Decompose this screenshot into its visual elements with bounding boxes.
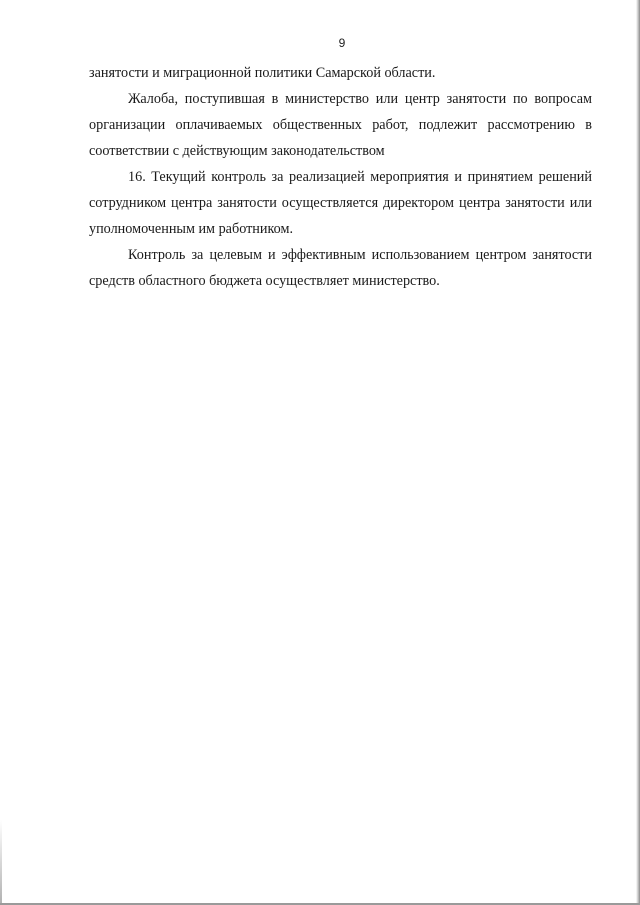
paragraph-current-control: 16. Текущий контроль за реализацией мероприятия и принятием решений сотрудником центра занятости осуществляется директором центра занятости или уполномоченным им работником.	[89, 169, 592, 237]
paragraph-continuation: занятости и миграционной политики Самарской области.	[89, 65, 436, 81]
paragraph-budget-control: Контроль за целевым и эффективным использованием центром занятости средств областного бюджета осуществляет министерство.	[89, 247, 592, 289]
page-number: 9	[338, 36, 346, 50]
document-body	[89, 60, 592, 294]
scan-edge-left	[0, 820, 2, 905]
paragraph-complaint: Жалоба, поступившая в министерство или центр занятости по вопросам организации оплачиваемых общественных работ, подлежит рассмотрению в соответствии с действующим законодательством	[89, 91, 592, 159]
scan-edge-right	[636, 0, 640, 905]
